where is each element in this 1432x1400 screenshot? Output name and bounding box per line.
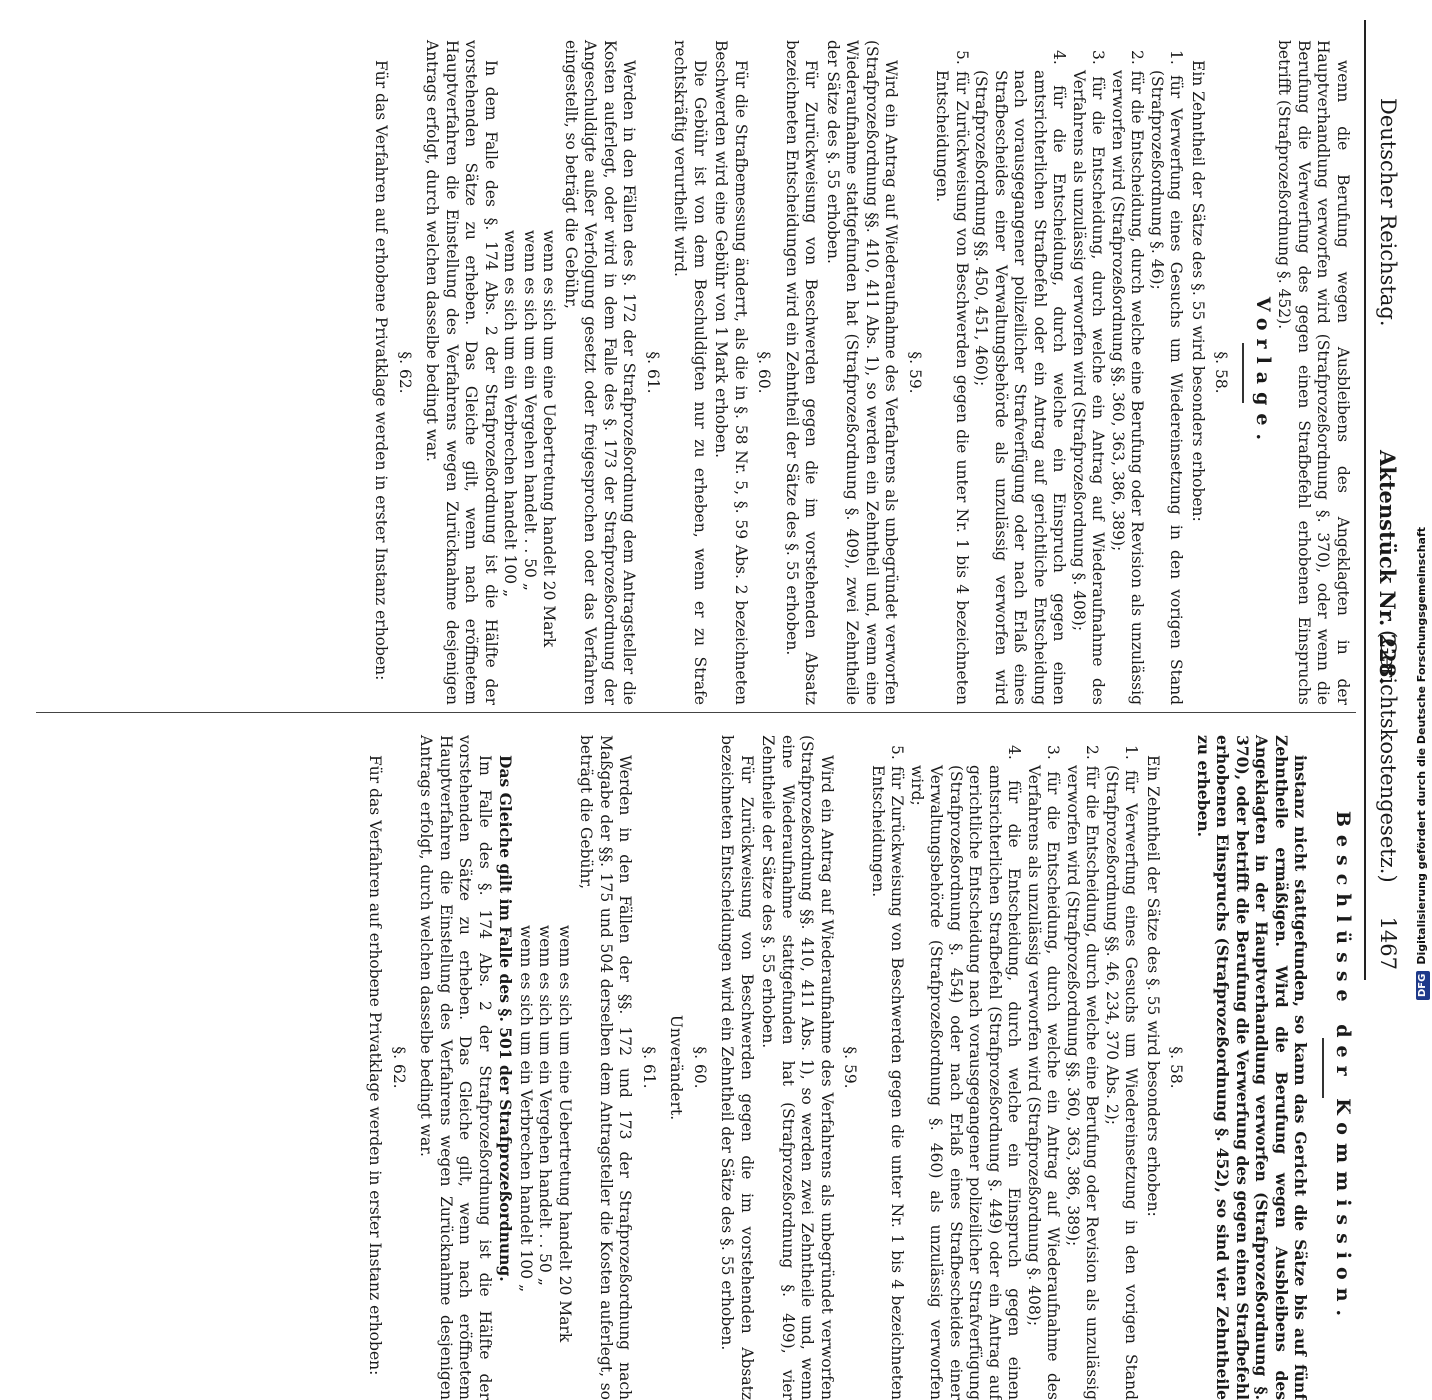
list-item: 5. für Zurückweisung von Beschwerden gegen die unter Nr. 1 bis 4 bezeichneten Entscheidungen.	[869, 745, 907, 1400]
paragraph: Wird ein Antrag auf Wiederaufnahme des Verfahrens als unbegründet verworfen (Strafprozeßordnung §§. 410, 411 Abs. 1), so werden zwei Zehntheile und, wenn eine Wiederaufnahme stattgefunden hat (Strafprozeßordnung §. 409), vier Zehntheile der Sätze des §. 55 erhoben.	[759, 735, 836, 1400]
section-heading: §. 58.	[1212, 351, 1231, 394]
list-item: 4. für die Entscheidung, durch welche ein Einspruch gegen einen amtsrichterlichen Strafbefehl (Strafprozeßordnung §. 449) oder ein Antrag auf gerichtliche Entscheidung nach vorausgegangener polizeilicher Strafverfügung (Strafprozeßordnung §. 454) oder nach Erlaß eines Strafbescheides einer Verwaltungsbehörde (Strafprozeßordnung §. 460) als unzulässig verworfen wird;	[908, 745, 1024, 1400]
paragraph: Für Zurückweisung von Beschwerden gegen die im vorstehenden Absatz bezeichneten Entscheidungen wird ein Zehntheil der Sätze des §. 55 erhoben.	[783, 40, 821, 705]
section-heading: §. 58.	[1167, 1046, 1186, 1089]
header-doc-number: Aktenstück Nr. 228.	[1375, 450, 1400, 685]
column-divider	[36, 712, 1356, 713]
list-item: 2. für die Entscheidung, durch welche eine Berufung oder Revision als unzulässig verworfen wird (Strafprozeßordnung §§. 360, 363, 386, 389);	[1109, 50, 1147, 705]
fee-line: wenn es sich um ein Verbrechen handelt 100 „	[517, 925, 535, 1293]
list-item: 1. für Verwerfung eines Gesuchs um Wiedereinsetzung in den vorigen Stand (Strafprozeßordnung §. 46);	[1148, 50, 1186, 705]
section-heading: §. 59.	[906, 351, 924, 394]
title-rule	[1243, 343, 1245, 403]
page-header	[1364, 20, 1406, 980]
title-rule	[1323, 1038, 1325, 1098]
section-lead: Ein Zehntheil der Sätze des §. 55 wird besonders erhoben:	[1189, 60, 1207, 522]
list-item: 3. für die Entscheidung, durch welche ein Antrag auf Wiederaufnahme des Verfahrens als unzulässig verworfen wird (Strafprozeßordnung §. 408);	[1070, 50, 1108, 705]
paragraph: Im Falle des §. 174 Abs. 2 der Strafprozeßordnung ist die Hälfte der vorstehenden Sätze zu erheben. Das Gleiche gilt, wenn nach eröffnetem Hauptverfahren die Einstellung des Verfahrens wegen Zurücknahme desjenigen Antrags erfolgt, durch welchen dasselbe bedingt war.	[417, 735, 494, 1400]
paragraph: Für die Strafbemessung änderrt, als die in §. 58 Nr. 5, §. 59 Abs. 2 bezeichneten Beschwerden wird eine Gebühr von 1 Mark erhoben.	[712, 40, 750, 705]
section-heading: §. 60.	[691, 1046, 709, 1089]
paragraph: Für das Verfahren auf erhobene Privatklage werden in erster Instanz erhoben:	[372, 60, 391, 681]
fee-line: wenn es sich um eine Uebertretung handelt 20 Mark	[540, 230, 559, 648]
list-item: 3. für die Entscheidung, durch welche ein Antrag auf Wiederaufnahme des Verfahrens als unzulässig verworfen wird (Strafprozeßordnung §. 408);	[1025, 745, 1063, 1400]
list-item: 5. für Zurückweisung von Beschwerden gegen die unter Nr. 1 bis 4 bezeichneten Entscheidungen.	[933, 50, 971, 705]
footer-text: Digitalisierung gefördert durch die Deutsche Forschungsgemeinschaft	[1415, 526, 1428, 965]
left-column	[369, 40, 1352, 705]
page-number: 1467	[1376, 916, 1400, 970]
section-heading: §. 62.	[396, 351, 414, 394]
paragraph: Werden in den Fällen der §§. 172 und 173 der Strafprozeßordnung nach Maßgabe der §§. 175 und 504 derselben dem Antragsteller die Kosten auferlegt, so beträgt die Gebühr,	[577, 735, 635, 1400]
paragraph: Für Zurückweisung von Beschwerden gegen die im vorstehenden Absatz bezeichneten Entscheidungen wird ein Zehntheil der Sätze des §. 55 erhoben.	[718, 735, 756, 1400]
section-heading: §. 60.	[755, 351, 774, 394]
section-lead: Ein Zehntheil der Sätze des §. 55 wird besonders erhoben:	[1144, 755, 1162, 1217]
paragraph: Das Gleiche gilt im Falle des §. 501 der Strafprozeßordnung.	[496, 755, 516, 1282]
fee-line: wenn es sich um ein Vergehen handelt . . 50 „	[521, 230, 539, 591]
header-left: Deutscher Reichstag.	[1376, 98, 1400, 327]
paragraph: Werden in den Fällen des §. 172 der Strafprozeßordnung dem Antragsteller die Kosten auferlegt, oder wird in dem Falle des §. 173 der Strafprozeßordnung der Angeschuldigte außer Verfolgung gesetzt oder freigesprochen oder das Verfahren eingestellt, so beträgt die Gebühr,	[562, 40, 639, 705]
section-heading: §. 62.	[390, 1046, 408, 1089]
fee-line: wenn es sich um ein Vergehen handelt . . 50 „	[536, 925, 555, 1286]
paragraph: In dem Falle des §. 174 Abs. 2 der Strafprozeßordnung ist die Hälfte der vorstehenden Sätze zu erheben. Das Gleiche gilt, wenn nach eröffnetem Hauptverfahren die Einstellung des Verfahrens wegen Zurücknahme desjenigen Antrags erfolgt, durch welchen dasselbe bedingt war.	[423, 40, 500, 705]
digitization-footer	[1412, 0, 1432, 1000]
paragraph: Für das Verfahren auf erhobene Privatklage werden in erster Instanz erhoben:	[366, 755, 385, 1376]
section-heading: §. 61.	[640, 1046, 658, 1089]
right-column	[363, 735, 1352, 1400]
header-right: (Gerichtskostengesetz.)	[1376, 630, 1400, 883]
right-intro: instanz nicht stattgefunden, so kann das Gericht die Sätze bis auf fünf Zehntheile ermäßigen. Wird die Berufung wegen Ausbleibens des Angeklagten in der Hauptverhandlung verworfen (Strafprozeßordnung §. 370), oder betrifft die Berufung die Verwerfung des gegen einen Strafbefehl erhobenen Einspruchs (Strafprozeßordnung §. 452), so sind vier Zehntheile zu erheben.	[1194, 735, 1311, 1400]
paragraph: Wird ein Antrag auf Wiederaufnahme des Verfahrens als unbegründet verworfen (Strafprozeßordnung §§. 410, 411 Abs. 1), so werden ein Zehntheil und, wenn eine Wiederaufnahme stattgefunden hat (Strafprozeßordnung §. 409), zwei Zehntheile der Sätze des §. 55 erhoben.	[824, 40, 901, 705]
right-column-title: Beschlüsse der Kommission.	[1332, 810, 1354, 1325]
section-heading: §. 59.	[841, 1046, 860, 1089]
fee-line: wenn es sich um eine Uebertretung handelt 20 Mark	[556, 925, 574, 1343]
list-item: 2. für die Entscheidung, durch welche eine Berufung oder Revision als unzulässig verworfen wird (Strafprozeßordnung §§. 360, 363, 386, 389);	[1064, 745, 1102, 1400]
list-item: 4. für die Entscheidung, durch welche ein Einspruch gegen einen amtsrichterlichen Strafbefehl oder ein Antrag auf gerichtliche Entscheidung nach vorausgegangener polizeilicher Strafverfügung oder nach Erlaß eines Strafbescheides einer Verwaltungsbehörde als unzulässig verworfen wird (Strafprozeßordnung §§. 450, 451, 460);	[972, 50, 1069, 705]
paragraph: Unverändert.	[667, 1014, 686, 1121]
left-column-title: Vorlage.	[1252, 296, 1274, 449]
list-item: 1. für Verwerfung eines Gesuchs um Wiedereinsetzung in den vorigen Stand (Strafprozeßordnung §§. 46, 234, 370 Abs. 2);	[1103, 745, 1141, 1400]
left-intro: wenn die Berufung wegen Ausbleibens des Angeklagten in der Hauptverhandlung verworfen wird (Strafprozeßordnung §. 370), oder wenn die Berufung die Verwerfung des gegen einen Strafbefehl erhobenen Einspruchs betrifft (Strafprozeßordnung §. 452).	[1275, 40, 1352, 705]
section-heading: §. 61.	[644, 351, 662, 394]
dfg-logo-icon: DFG	[1416, 971, 1430, 1000]
fee-line: wenn es sich um ein Verbrechen handelt 100 „	[501, 230, 520, 598]
paragraph: Die Gebühr ist von dem Beschuldigten nur zu erheben, wenn er zu Strafe rechtskräftig verurtheilt wird.	[671, 40, 709, 705]
